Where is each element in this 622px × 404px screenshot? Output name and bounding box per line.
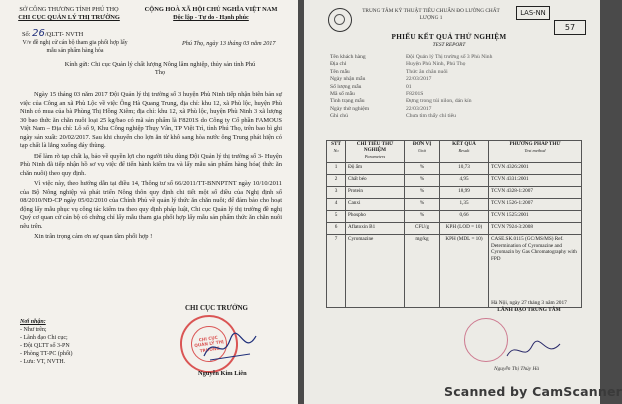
letter-body: [20, 91, 282, 244]
report-signer-title: LÃNH ĐẠO TRUNG TÂM: [497, 307, 561, 314]
lab-org-name: TRUNG TÂM KỸ THUẬT TIÊU CHUẨN ĐO LƯỜNG CHẤT LƯỢNG 1: [362, 8, 500, 21]
signer-title: CHI CỤC TRƯỞNG: [185, 304, 249, 312]
seal-text: CHI CỤC QUẢN LÝ THỊ TRƯỜNG: [189, 324, 230, 365]
nation-line-1: CỘNG HOÀ XÃ HỘI CHỦ NGHĨA VIỆT NAM: [144, 6, 278, 13]
report-info: [330, 54, 580, 121]
camscanner-watermark: Scanned by CamScanner: [444, 384, 622, 399]
info-value: Chưa tìm thấy chỉ tiêu: [406, 113, 456, 120]
table-header-row: [327, 141, 582, 163]
number-handwritten: 26: [32, 28, 45, 39]
info-row: [330, 61, 580, 68]
recipient-item: - Như trên;: [20, 327, 47, 334]
paragraph: Ngày 15 tháng 03 năm 2017 Đội Quản lý thị trường số 3 huyện Phù Ninh tiếp nhận biên bản sự việc của Công an xã Phù Lộc về việc Ông Hà Quang Trung, địa chỉ: khu 12, xã Phù lộc, huyện Phù Ninh có mua của bà Phùng Thị Hồng Xiêm; địa chỉ: khu 12, xã Phù lộc, huyện Phù Ninh 3 xã lượng 30 bao thức ăn chăn nuôi loại 25 kg/bao có mã sản phẩm là F8201S do Công ty Cổ phần FAMOUS Việt Nam – Địa chỉ: Lô số 9, Khu Công nghiệp Thụy Vân, TP Việt Trì, tỉnh Phú Thọ, trên bao bì ghi ngày sản xuất: 20/02/2017. Sau khi chuyển cho lợn ăn từ khô sang hòa nước ông Trung phát hiện có tạp chất là lắng xuống đáy thùng.: [20, 91, 282, 150]
info-row: [330, 84, 580, 91]
report-signature-block: [474, 300, 584, 314]
lab-emblem-icon: [328, 8, 352, 32]
info-row: [330, 113, 580, 120]
recipients-list: [20, 318, 73, 367]
info-value: Đội Quản lý Thị trường số 3 Phù Ninh: [406, 54, 493, 60]
info-key: Ngày thử nghiệm: [330, 105, 370, 112]
info-value: 22/03/2017: [406, 76, 432, 83]
paragraph: Xin trân trọng cảm ơn sự quan tâm phối hợp !: [34, 233, 153, 241]
pink-seal-stamp: [464, 318, 508, 362]
recipient-item: - Phòng TT-PC (phối): [20, 351, 73, 358]
info-value: Đựng trong túi nilon, dán kín: [406, 98, 472, 105]
info-key: Tình trạng mẫu: [330, 98, 365, 105]
info-value: F8201S: [406, 90, 424, 97]
recipients-heading: Nơi nhận:: [20, 319, 46, 325]
document-number: [22, 27, 83, 40]
info-row: [330, 69, 580, 76]
paragraph: Vì việc này, theo hướng dẫn tại điều 14, Thông tư số 66/2011/TT-BNNPTNT ngày 10/10/2011 của Bộ Nông nghiệp và phát triển Nông thôn quy định chi tiết một số điều của Nghị định số 08/2010/NĐ-CP ngày 05/02/2010 của Chính Phủ về quản lý thức ăn chăn nuôi; để đảm bảo cho hoạt động lấy mẫu phục vụ công tác kiểm tra theo quy định pháp luật, Chi cục Quản lý thị trường đề nghị Quý cơ quan cử cán bộ có chứng chỉ lấy mẫu tham gia phối hợp lấy mẫu sản phẩm thức ăn chăn nuôi nêu trên.: [20, 180, 282, 230]
info-key: Mã số mẫu: [330, 90, 355, 97]
col-header: PHƯƠNG PHÁP THỬ Test method: [489, 141, 582, 163]
number-suffix: /QLTT- NVTH: [44, 31, 84, 38]
signer-sub: Hà Nội, ngày 27 tháng 3 năm 2017: [491, 300, 567, 306]
signer-name: Nguyễn Kim Liên: [198, 370, 247, 377]
report-title: PHIẾU KẾT QUẢ THỬ NGHIỆM: [391, 33, 507, 41]
number-prefix: Số:: [22, 31, 31, 38]
info-key: Tên khách hàng: [330, 54, 366, 60]
table-row: 6 Aflatoxin B1 CFU/g KPH (LOD = 10) TCVN 7924-3:2008: [327, 222, 582, 234]
info-value: 22/03/2017: [406, 105, 432, 112]
subject-line: V/v đề nghị cử cán bộ tham gia phối hợp lấy mẫu sản phẩm hàng hóa: [22, 40, 128, 54]
report-signature: [504, 338, 564, 364]
table-row: 1 Độ ẩm % 10,73 TCVN 4326:2001: [327, 162, 582, 174]
table-row: 3 Protein % 18,99 TCVN 4328-1:2007: [327, 186, 582, 198]
org-line-2: CHI CỤC QUẢN LÝ THỊ TRƯỜNG: [18, 14, 120, 22]
info-key: Tên mẫu: [330, 68, 350, 75]
org-line-1: SỞ CÔNG THƯƠNG TỈNH PHÚ THỌ: [19, 6, 119, 13]
recipient-item: - Đội QLTT số 3-PN: [20, 343, 70, 350]
nation-line-2: Độc lập - Tự do - Hạnh phúc: [173, 14, 249, 22]
info-value: Huyện Phù Ninh, Phú Thọ: [406, 61, 466, 68]
official-letter: [0, 0, 298, 404]
recipient-item: - Lãnh đạo Chi cục;: [20, 335, 68, 342]
col-header: ĐƠN VỊ Unit: [405, 141, 440, 163]
table-row: 7 Cyromazine mg/kg KPH (MDL = 10) CASE.SK.0115 (GC/MS/MS) Ref. Determination of Cyromazine and Cyromazin by Gas Chromatography with FPD: [327, 234, 582, 307]
recipient-item: - Lưu: VT, NVTH.: [20, 359, 66, 366]
info-row: [330, 91, 580, 98]
info-row: [330, 54, 580, 61]
info-key: Ghi chú: [330, 113, 348, 120]
table-row: 4 Canxi % 1,35 TCVN 1526-1:2007: [327, 198, 582, 210]
paragraph: Để làm rõ tạp chất lạ, bảo về quyền lợi cho người tiêu dùng Đội Quản lý thị trường số 3- Huyện Phù Ninh đã tiếp nhận hồ sơ vụ việc để tiến hành kiểm tra và lấy mẫu sản phẩm hàng hóa( thức ăn chăn nuôi) theo quy định.: [20, 152, 282, 177]
info-key: Số lượng mẫu: [330, 83, 362, 90]
recipient-line: Kính gửi: Chi cục Quản lý chất lượng Nông lâm nghiệp, thủy sản tỉnh Phú Thọ: [64, 61, 256, 77]
info-value: 01: [406, 83, 412, 90]
issuing-org-header: [10, 6, 128, 23]
report-number-box: 57: [554, 20, 586, 35]
info-value: Thức ăn chăn nuôi: [406, 68, 448, 75]
col-header: STT No: [327, 141, 346, 163]
test-report: [304, 0, 622, 404]
info-key: Ngày nhận mẫu: [330, 76, 366, 83]
col-header: CHỈ TIÊU THỬ NGHIỆM Parameters: [346, 141, 405, 163]
col-header: KẾT QUẢ Result: [440, 141, 489, 163]
national-header: [130, 6, 292, 23]
handwritten-signature: [200, 328, 260, 366]
report-title-en: TEST REPORT: [432, 42, 466, 48]
info-key: Địa chỉ: [330, 61, 347, 68]
letter-date: Phú Thọ, ngày 13 tháng 03 năm 2017: [182, 40, 276, 47]
results-table: [326, 140, 582, 308]
lab-code-box: LAS-NN: [516, 6, 550, 20]
table-row: 5 Phospho % 0,66 TCVN 1525:2001: [327, 210, 582, 222]
info-row: [330, 98, 580, 105]
info-row: [330, 76, 580, 83]
table-row: 2 Chất béo % 4,95 TCVN 4331:2001: [327, 174, 582, 186]
report-signer-name: Nguyễn Thị Thúy Hà: [494, 366, 540, 372]
